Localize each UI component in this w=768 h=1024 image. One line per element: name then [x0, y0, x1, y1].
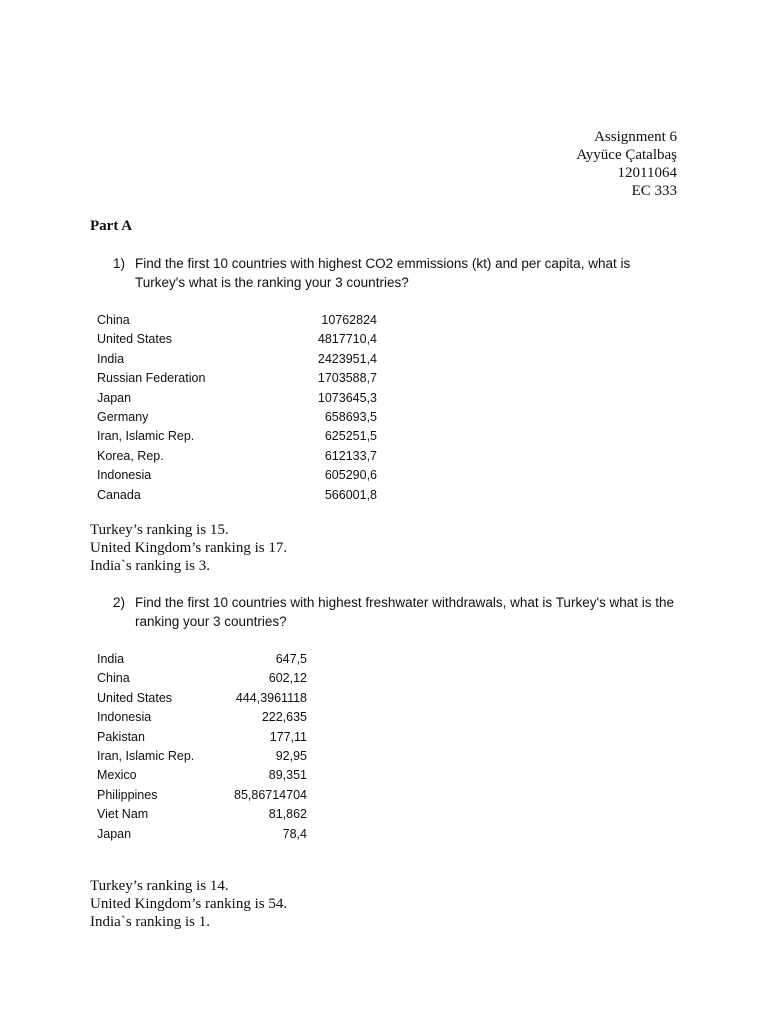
question-2	[113, 593, 683, 631]
value-cell: 566001,8	[324, 487, 377, 502]
ranking-line: United Kingdom’s ranking is 17.	[90, 540, 288, 556]
value-cell: 612133,7	[324, 448, 377, 463]
assignment-title: Assignment 6	[594, 129, 677, 145]
table-row	[97, 708, 307, 727]
value-cell: 658693,5	[324, 410, 377, 425]
country-cell: Mexico	[97, 768, 137, 783]
value-cell: 602,12	[268, 671, 307, 686]
ranking-line: India`s ranking is 3.	[90, 558, 210, 574]
table-row	[97, 389, 377, 408]
student-name: Ayyüce Çatalbaş	[576, 147, 677, 163]
question-1-number: 1)	[113, 256, 126, 271]
value-cell: 1073645,3	[317, 390, 377, 405]
question-1	[113, 254, 683, 292]
value-cell: 81,862	[268, 807, 307, 822]
value-cell: 78,4	[282, 826, 307, 841]
country-cell: Germany	[97, 410, 149, 425]
table-row	[97, 650, 307, 669]
country-cell: Viet Nam	[97, 807, 149, 822]
table-row	[97, 408, 377, 427]
value-cell: 2423951,4	[317, 351, 377, 366]
table-row	[97, 427, 377, 446]
country-cell: United States	[97, 332, 173, 347]
part-title: Part A	[90, 218, 133, 234]
table-row	[97, 369, 377, 388]
value-cell: 4817710,4	[317, 332, 377, 347]
co2-emissions-table	[97, 311, 377, 505]
value-cell: 222,635	[261, 710, 307, 725]
country-cell: Philippines	[97, 787, 158, 802]
value-cell: 444,3961118	[235, 690, 307, 705]
document-header	[576, 128, 677, 200]
country-cell: Canada	[97, 487, 141, 502]
table-row	[97, 728, 307, 747]
question-2-text: Find the first 10 countries with highest freshwater withdrawals, what is Turkey's what is the ranking your 3 countries?	[135, 595, 675, 629]
country-cell: United States	[97, 690, 173, 705]
country-cell: Iran, Islamic Rep.	[97, 749, 195, 764]
table-row	[97, 747, 307, 766]
table-row	[97, 805, 307, 824]
freshwater-withdrawals-table	[97, 650, 307, 844]
value-cell: 625251,5	[324, 429, 377, 444]
table-row	[97, 786, 307, 805]
country-cell: India	[97, 652, 125, 666]
table-row	[97, 466, 377, 485]
value-cell: 647,5	[275, 652, 307, 666]
country-cell: China	[97, 313, 130, 327]
value-cell: 85,86714704	[234, 787, 307, 802]
ranking-line: United Kingdom’s ranking is 54.	[90, 896, 288, 912]
value-cell: 1703588,7	[317, 371, 377, 386]
value-cell: 10762824	[321, 313, 377, 327]
country-cell: Russian Federation	[97, 371, 206, 386]
country-cell: Indonesia	[97, 710, 152, 725]
table-row	[97, 330, 377, 349]
country-cell: Korea, Rep.	[97, 448, 164, 463]
value-cell: 89,351	[268, 768, 307, 783]
table-row	[97, 825, 307, 844]
table-row	[97, 486, 377, 505]
country-cell: Pakistan	[97, 729, 145, 744]
table-row	[97, 669, 307, 688]
question-2-rankings	[90, 877, 287, 931]
value-cell: 92,95	[275, 749, 307, 764]
value-cell: 605290,6	[324, 468, 377, 483]
ranking-line: India`s ranking is 1.	[90, 914, 210, 930]
country-cell: Japan	[97, 826, 132, 841]
table-row	[97, 447, 377, 466]
country-cell: India	[97, 351, 125, 366]
question-1-rankings	[90, 521, 287, 575]
table-row	[97, 766, 307, 785]
ranking-line: Turkey’s ranking is 14.	[90, 878, 229, 894]
country-cell: Iran, Islamic Rep.	[97, 429, 195, 444]
table-row	[97, 350, 377, 369]
table-row	[97, 689, 307, 708]
table-row	[97, 311, 377, 330]
question-2-number: 2)	[113, 595, 126, 610]
country-cell: Indonesia	[97, 468, 152, 483]
value-cell: 177,11	[269, 729, 307, 744]
country-cell: China	[97, 671, 130, 686]
student-id: 12011064	[617, 165, 677, 181]
course-code: EC 333	[631, 183, 677, 199]
ranking-line: Turkey’s ranking is 15.	[90, 522, 229, 538]
question-1-text: Find the first 10 countries with highest CO2 emmissions (kt) and per capita, what is Turkey's what is the ranking your 3 countries?	[135, 256, 631, 290]
country-cell: Japan	[97, 390, 132, 405]
